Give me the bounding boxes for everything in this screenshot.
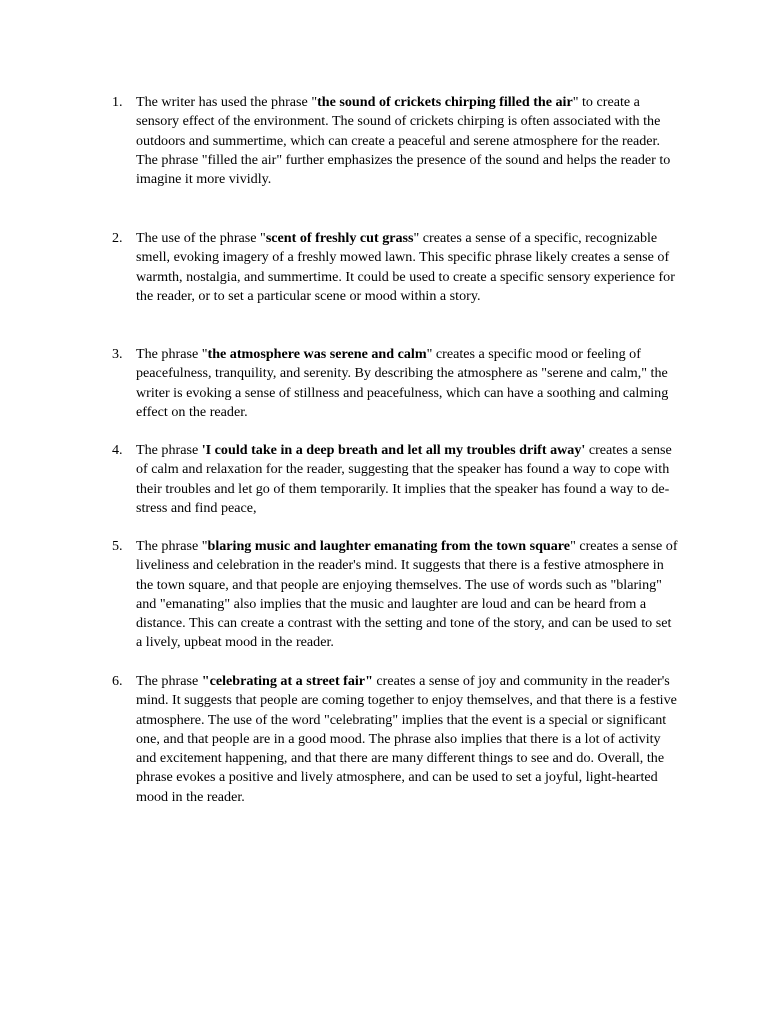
- list-item-text: [136, 94, 670, 187]
- bold-phrase: 'I could take in a deep breath and let all my troubles drift away': [201, 442, 586, 458]
- list-number: 2.: [112, 230, 123, 246]
- text-before: The phrase: [136, 673, 202, 689]
- list-item-text: [136, 442, 672, 516]
- list-item: [112, 537, 681, 653]
- text-after: " creates a sense of liveliness and celebration in the reader's mind. It suggests that there is a festive atmosphere in the town square, and that people are enjoying themselves. The use of words such as "blaring" and "emanating" also implies that the music and laughter are loud and can be heard from a distance. This can create a contrast with the setting and tone of the story, and can be used to set a lively, upbeat mood in the reader.: [136, 538, 678, 651]
- text-before: The use of the phrase ": [136, 230, 266, 246]
- list-item: [112, 93, 681, 189]
- bold-phrase: the sound of crickets chirping filled the air: [317, 94, 573, 110]
- list-number: 1.: [112, 94, 123, 110]
- list-item-text: [136, 538, 678, 650]
- text-after: creates a sense of joy and community in the reader's mind. It suggests that people are coming together to enjoy themselves, and that there is a festive atmosphere. The use of the word "celebrating" implies that the event is a special or significant one, and that people are in a good mood. The phrase also implies that there is a lot of activity and excitement happening, and that there are many different things to see and do. Overall, the phrase evokes a positive and lively atmosphere, and can be used to set a joyful, light-hearted mood in the reader.: [136, 673, 677, 805]
- list-item-text: [136, 230, 675, 304]
- text-after: " creates a sense of a specific, recognizable smell, evoking imagery of a freshly mowed lawn. This specific phrase likely creates a sense of warmth, nostalgia, and summertime. It could be used to create a specific sensory experience for the reader, or to set a particular scene or mood within a story.: [136, 230, 675, 304]
- bold-phrase: blaring music and laughter emanating from the town square: [207, 538, 571, 554]
- text-before: The phrase ": [136, 346, 208, 362]
- list-item-text: [136, 673, 677, 805]
- list-item: [112, 672, 681, 807]
- text-before: The writer has used the phrase ": [136, 94, 318, 110]
- text-after: " to create a sensory effect of the environment. The sound of crickets chirping is often associated with the outdoors and summertime, which can create a peaceful and serene atmosphere for the reader. The phrase "filled the air" further emphasizes the presence of the sound and helps the reader to imagine it more vividly.: [136, 94, 671, 188]
- text-before: The phrase ": [136, 538, 208, 554]
- bold-phrase: the atmosphere was serene and calm: [207, 346, 427, 362]
- bold-phrase: scent of freshly cut grass: [265, 230, 414, 246]
- bold-phrase: "celebrating at a street fair": [201, 673, 373, 689]
- list-number: 3.: [112, 346, 123, 362]
- list-item: [112, 229, 681, 306]
- list-item: [112, 441, 681, 518]
- list-number: 5.: [112, 538, 123, 554]
- text-after: creates a sense of calm and relaxation for the reader, suggesting that the speaker has found a way to cope with their troubles and let go of them temporarily. It implies that the speaker has found a way to de-stress and find peace,: [136, 442, 672, 516]
- list-item-text: [136, 346, 668, 420]
- list-number: 4.: [112, 442, 123, 458]
- list-item: [112, 345, 681, 422]
- text-after: " creates a specific mood or feeling of peacefulness, tranquility, and serenity. By describing the atmosphere as "serene and calm," the writer is evoking a sense of stillness and peacefulness, which can have a soothing and calming effect on the reader.: [136, 346, 669, 420]
- list-number: 6.: [112, 673, 123, 689]
- text-before: The phrase: [136, 442, 202, 458]
